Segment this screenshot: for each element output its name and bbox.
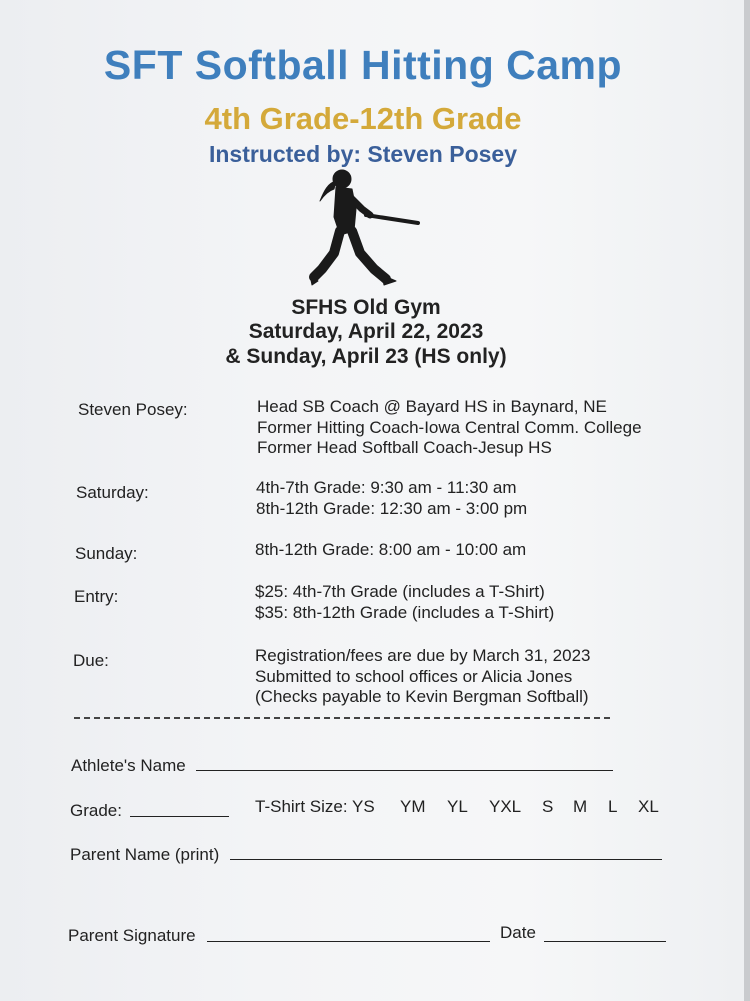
detail-label-due: Due: (73, 651, 109, 670)
detail-label-coach: Steven Posey: (78, 400, 188, 419)
size-option-m[interactable]: M (573, 797, 588, 816)
sunday-line-1: 8th-12th Grade: 8:00 am - 10:00 am (255, 540, 527, 559)
athlete-name-field[interactable] (196, 770, 613, 771)
date-label: Date (500, 923, 536, 942)
coach-line-3: Former Head Softball Coach-Jesup HS (257, 438, 552, 457)
grade-label: Grade: (70, 801, 122, 820)
grade-field[interactable] (130, 816, 229, 817)
size-option-l[interactable]: L (608, 797, 618, 816)
size-option-yxl[interactable]: YXL (489, 797, 522, 816)
entry-line-2: $35: 8th-12th Grade (includes a T-Shirt) (255, 602, 555, 622)
venue: SFHS Old Gym (291, 296, 441, 319)
page-edge-shadow (744, 0, 750, 1001)
detail-label-saturday: Saturday: (76, 483, 149, 502)
date-field[interactable] (544, 941, 666, 942)
softball-batter-silhouette-icon (300, 165, 430, 295)
size-option-yl[interactable]: YL (447, 797, 468, 816)
grade-range: 4th Grade-12th Grade (204, 101, 522, 136)
cut-line-divider (74, 717, 610, 719)
date-saturday: Saturday, April 22, 2023 (248, 320, 484, 343)
detail-label-sunday: Sunday: (75, 544, 138, 563)
parent-signature-field[interactable] (207, 941, 490, 942)
parent-name-field[interactable] (230, 859, 662, 860)
detail-value-saturday (256, 478, 527, 519)
entry-line-1: $25: 4th-7th Grade (includes a T-Shirt) (255, 582, 545, 601)
coach-line-1: Head SB Coach @ Bayard HS in Baynard, NE (257, 397, 607, 416)
detail-label-entry: Entry: (74, 587, 119, 606)
instructor-line: Instructed by: Steven Posey (208, 141, 518, 167)
due-line-2: Submitted to school offices or Alicia Jones (255, 666, 573, 686)
detail-value-sunday (255, 540, 526, 561)
saturday-line-1: 4th-7th Grade: 9:30 am - 11:30 am (256, 478, 517, 497)
tshirt-size-options (255, 797, 375, 817)
date-sunday: & Sunday, April 23 (HS only) (225, 345, 507, 368)
parent-signature-label: Parent Signature (68, 926, 196, 945)
athlete-name-label: Athlete's Name (71, 756, 186, 775)
parent-name-label: Parent Name (print) (70, 845, 220, 864)
size-option-ym[interactable]: YM (400, 797, 426, 816)
detail-value-entry (255, 582, 554, 623)
due-line-1: Registration/fees are due by March 31, 2023 (255, 646, 591, 665)
detail-value-coach (257, 397, 642, 459)
tshirt-size-label: T-Shirt Size: YS (255, 797, 375, 816)
due-line-3: (Checks payable to Kevin Bergman Softball) (255, 687, 589, 706)
size-option-s[interactable]: S (542, 797, 554, 816)
coach-line-2: Former Hitting Coach-Iowa Central Comm. College (257, 417, 642, 437)
detail-value-due (255, 646, 590, 708)
saturday-line-2: 8th-12th Grade: 12:30 am - 3:00 pm (256, 498, 528, 518)
size-option-xl[interactable]: XL (638, 797, 659, 816)
flyer-title: SFT Softball Hitting Camp (103, 42, 623, 88)
